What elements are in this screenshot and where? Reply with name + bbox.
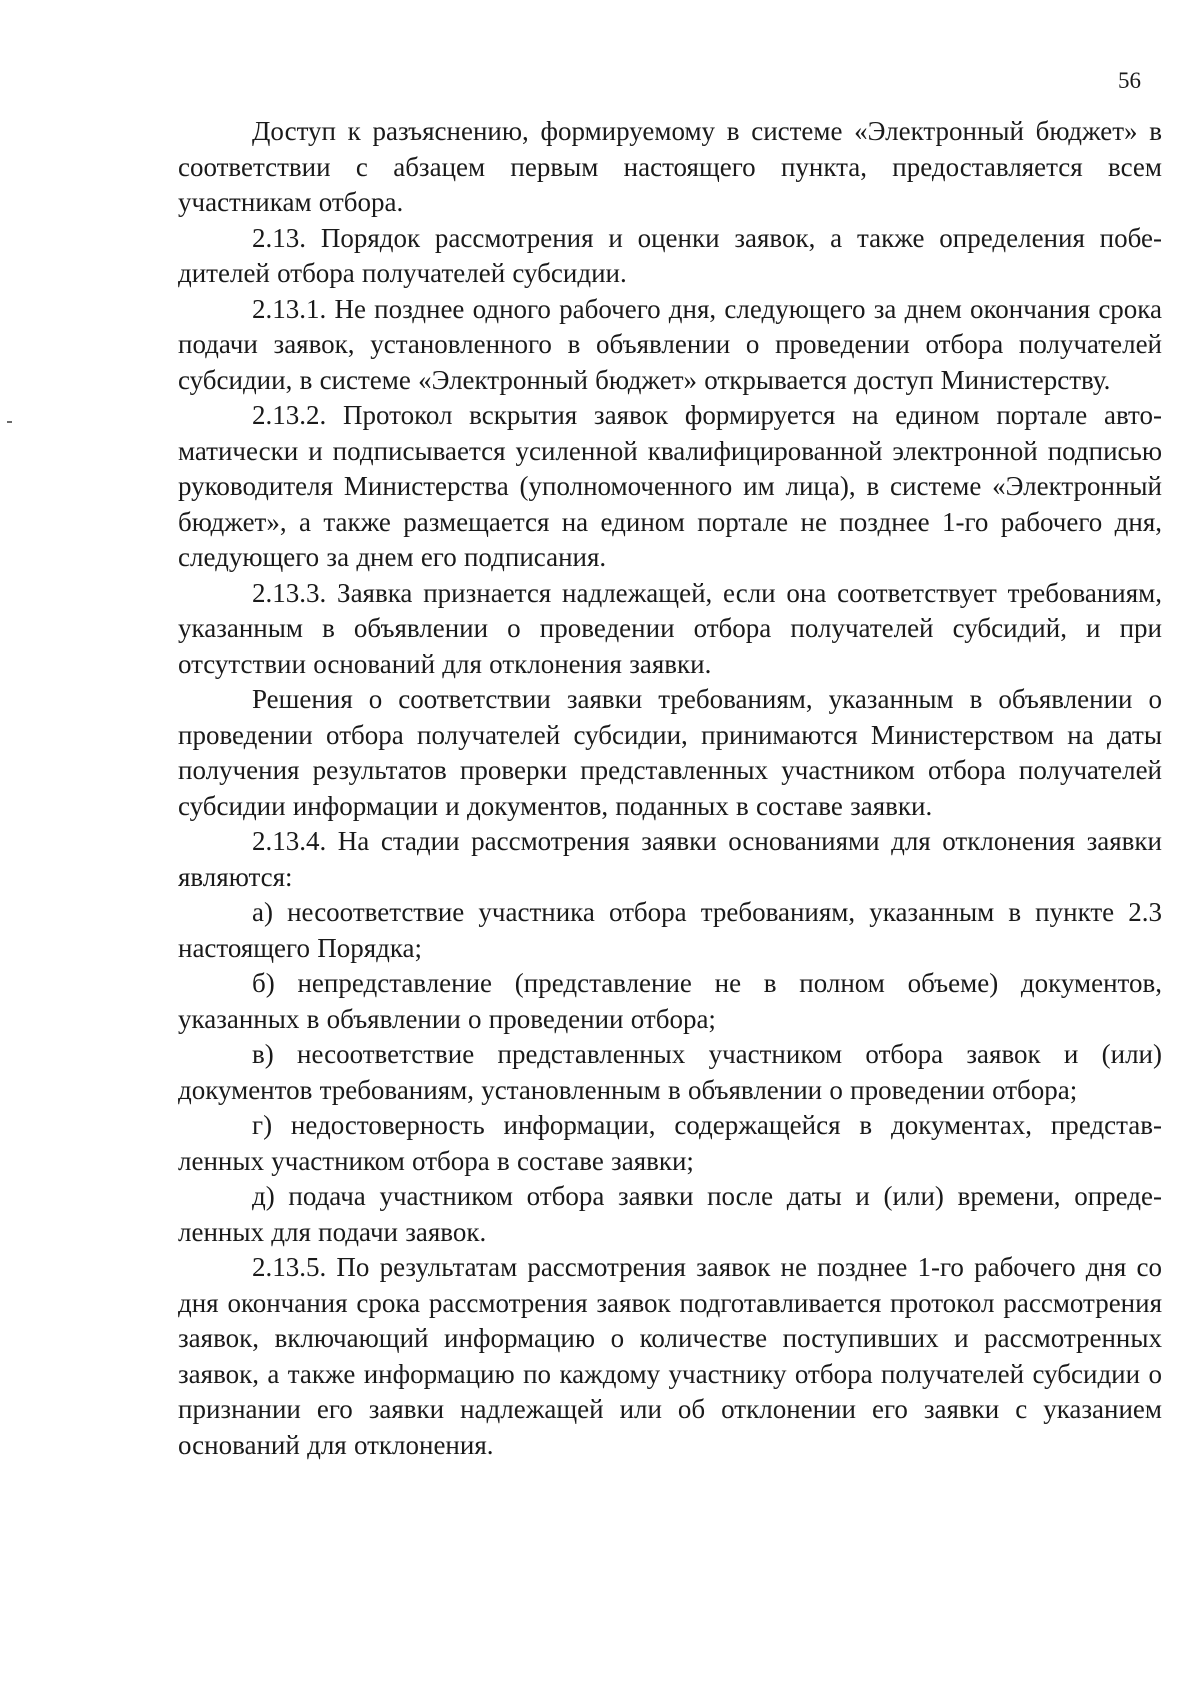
paragraph-2-13-3: 2.13.3. Заявка признается надлежащей, если она соответствует требованиям, указанным в объявлении о проведении отбора получателей субсидий, и при отсутствии оснований для отклонения заявки. [178,577,1162,679]
list-item-g: г) недостоверность информации, содержащейся в документах, представленных участником отбора в составе заявки; [178,1110,1162,1176]
list-item-d: д) подача участником отбора заявки после даты и (или) времени, определенных для подачи заявок. [178,1181,1162,1247]
list-item-a: а) несоответствие участника отбора требованиям, указанным в пункте 2.3 настоящего Порядка; [178,897,1162,963]
scan-artifact [7,421,12,423]
paragraph-2-13-1: 2.13.1. Не позднее одного рабочего дня, следующего за днем окончания срока подачи заявок, установленного в объявлении о проведении отбора получателей субсидии, в системе «Электронный бюджет» открывается доступ Министерству. [178,293,1162,395]
list-item-v: в) несоответствие представленных участником отбора заявок и (или) документов требованиям, установленным в объявлении о проведении отбора; [178,1039,1162,1105]
paragraph-2-13-5: 2.13.5. По результатам рассмотрения заявок не позднее 1-го рабочего дня со дня окончания срока рассмотрения заявок подготавливается протокол рассмотрения заявок, включающий информацию о количестве поступивших и рассмотренных заявок, а также информацию по каждому участнику отбора получателей субсидии о признании его заявки надлежащей или об отклонении его заявки с указанием оснований для отклонения. [178,1252,1162,1460]
paragraph-2-13: 2.13. Порядок рассмотрения и оценки заявок, а также определения победителей отбора получателей субсидии. [178,222,1162,288]
paragraph-access-clarification: Доступ к разъяснению, формируемому в системе «Электронный бюджет» в соответствии с абзацем первым настоящего пункта, предоставляется всем участникам отбора. [178,116,1162,217]
paragraph-2-13-2: 2.13.2. Протокол вскрытия заявок формируется на едином портале автоматически и подписывается усиленной квалифицированной электронной подписью руководителя Министерства (уполномоченного им лица), в системе «Электронный бюджет», а также размещается на едином портале не позднее 1-го рабочего дня, следующего за днем его подписания. [178,400,1162,572]
document-body [178,114,1162,1463]
list-item-b: б) непредставление (представление не в полном объеме) документов, указанных в объявлении о проведении отбора; [178,968,1162,1034]
paragraph-2-13-4: 2.13.4. На стадии рассмотрения заявки основаниями для отклонения заявки являются: [178,826,1162,892]
paragraph-decisions: Решения о соответствии заявки требованиям, указанным в объявлении о проведении отбора получателей субсидии, принимаются Министерством на даты получения результатов проверки представленных участником отбора получателей субсидии информации и документов, поданных в составе заявки. [178,684,1162,821]
page-number: 56 [1118,68,1141,93]
